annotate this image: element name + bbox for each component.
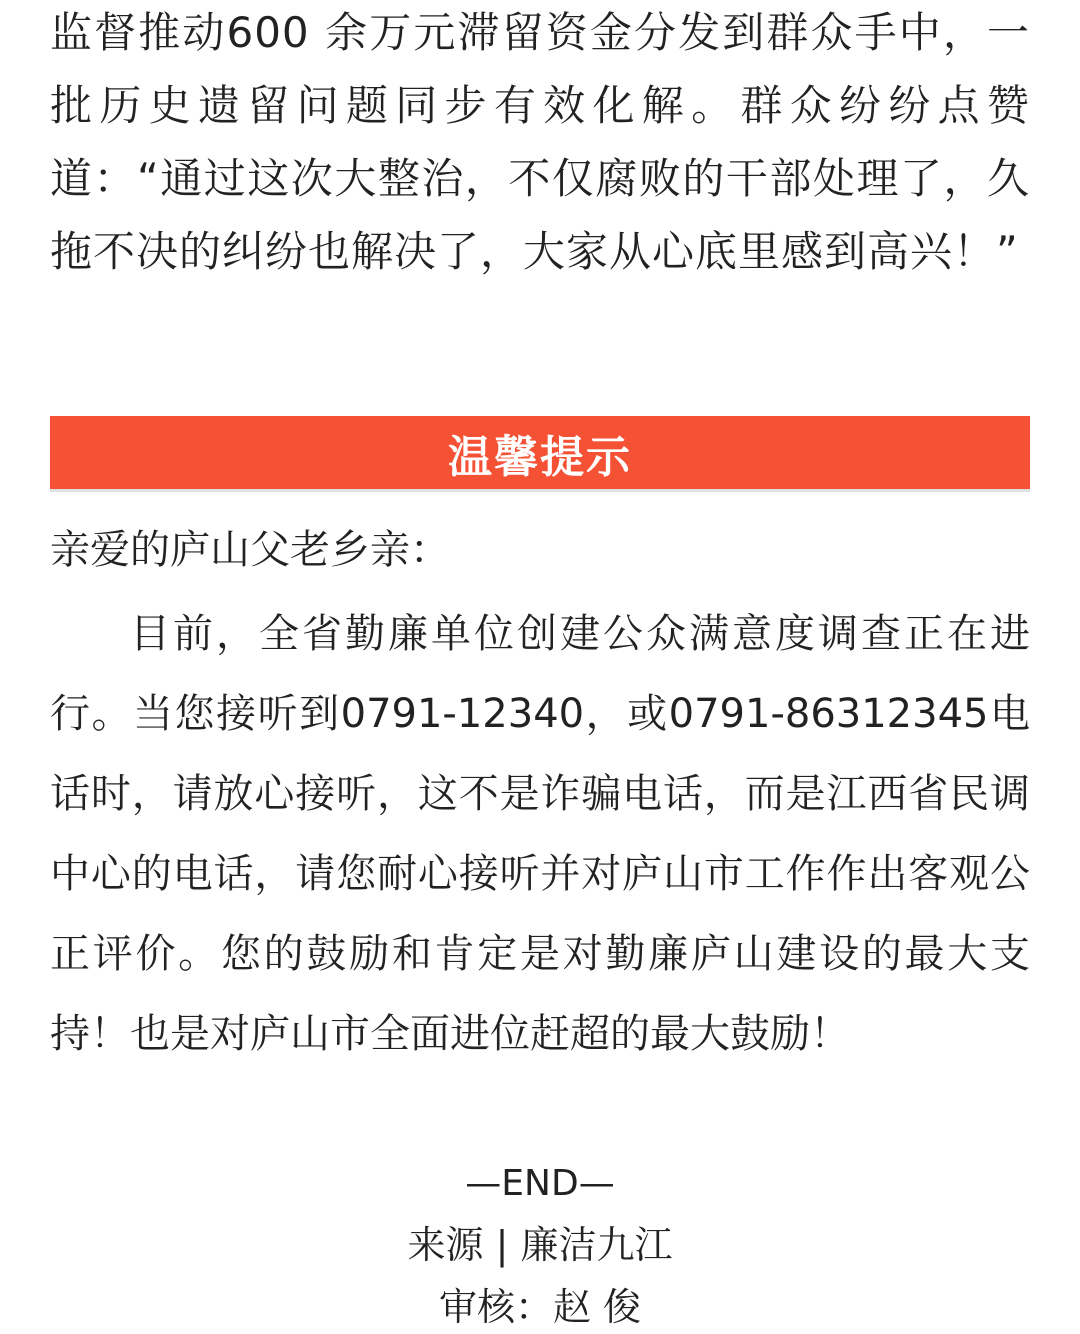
source-line: 来源 | 廉洁九江 xyxy=(407,1223,673,1267)
end-mark: —END— xyxy=(465,1163,615,1204)
notice-banner-title: 温馨提示 xyxy=(448,431,632,483)
article-paragraph: 监督推动600 余万元滞留资金分发到群众手中，一批历史遗留问题同步有效化解。群众纷纷点赞道：“通过这次大整治，不仅腐败的干部处理了，久拖不决的纠纷也解决了，大家从心底里感到高兴！” xyxy=(50,8,1030,276)
notice-greeting: 亲爱的庐山父老乡亲： xyxy=(50,527,450,573)
notice-banner xyxy=(50,416,1030,492)
notice-body: 目前，全省勤廉单位创建公众满意度调查正在进行。当您接听到0791-12340，或0791-86312345电话时，请放心接听，这不是诈骗电话，而是江西省民调中心的电话，请您耐心接听并对庐山市工作作出客观公正评价。您的鼓励和肯定是对勤廉庐山建设的最大支持！也是对庐山市全面进位赶超的最大鼓励！ xyxy=(50,611,1030,1057)
partial-line: 审核：赵 俊 xyxy=(438,1285,642,1329)
